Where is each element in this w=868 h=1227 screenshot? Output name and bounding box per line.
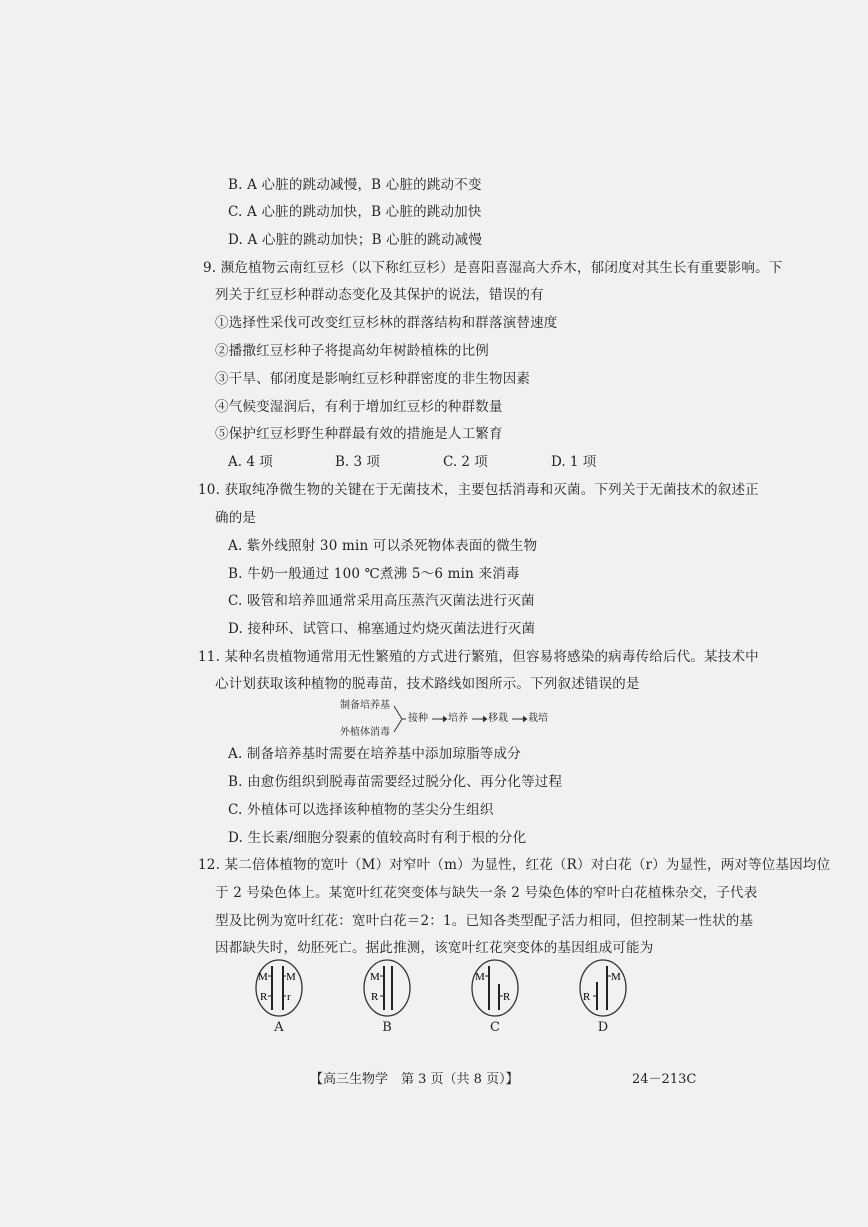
q9-options-row — [228, 453, 648, 471]
q10-option-a: A. 紫外线照射 30 min 可以杀死物体表面的微生物 — [228, 538, 538, 554]
q8-option-b: B. A 心脏的跳动减慢，B 心脏的跳动不变 — [228, 177, 482, 193]
q9-option-d: D. 1 项 — [551, 454, 597, 470]
q10-option-c: C. 吸管和培养皿通常采用高压蒸汽灭菌法进行灭菌 — [228, 593, 535, 609]
gene-b-1: M — [370, 971, 380, 983]
flow-input-medium: 制备培养基 — [340, 700, 390, 711]
cell-a-drawing — [254, 958, 314, 1022]
gene-b-2: R — [371, 991, 379, 1003]
caption-a: A — [274, 1020, 284, 1035]
gene-a-2: M — [286, 971, 296, 983]
q10-stem-line1: 10. 获取纯净微生物的关键在于无菌技术，主要包括消毒和灭菌。下列关于无菌技术的叙述正 — [198, 482, 759, 498]
flow-step-transplant: 移栽 — [488, 713, 508, 724]
q11-stem-line2: 心计划获取该种植物的脱毒苗，技术路线如图所示。下列叙述错误的是 — [215, 676, 640, 692]
gene-d-1: M — [611, 971, 621, 983]
q12-figure-d — [578, 958, 638, 1038]
cell-b-drawing — [362, 958, 422, 1022]
q8-option-c: C. A 心脏的跳动加快，B 心脏的跳动加快 — [228, 204, 482, 220]
cell-d-drawing — [578, 958, 638, 1022]
q10-option-b: B. 牛奶一般通过 100 ℃煮沸 5～6 min 来消毒 — [228, 566, 520, 582]
cell-c-drawing — [470, 958, 530, 1022]
q10-option-d: D. 接种环、试管口、棉塞通过灼烧灭菌法进行灭菌 — [228, 621, 536, 637]
q9-item-5: ⑤保护红豆杉野生种群最有效的措施是人工繁育 — [215, 426, 503, 442]
q9-stem-line1: 9. 濒危植物云南红豆杉（以下称红豆杉）是喜阳喜湿高大乔木，郁闭度对其生长有重要影响。下 — [203, 260, 783, 276]
caption-c: C — [490, 1020, 500, 1035]
q10-stem-line2: 确的是 — [215, 510, 257, 526]
gene-a-1: M — [258, 971, 268, 983]
flow-step-cultivate: 栽培 — [528, 713, 548, 724]
flow-step-inoculate: 接种 — [408, 713, 428, 724]
q11-option-a: A. 制备培养基时需要在培养基中添加琼脂等成分 — [228, 746, 521, 762]
gene-d-2: R — [583, 991, 591, 1003]
gene-c-2: R — [503, 991, 511, 1003]
q9-option-b: B. 3 项 — [335, 454, 380, 470]
gene-c-1: M — [475, 971, 485, 983]
q12-figure-b — [362, 958, 422, 1038]
q11-option-c: C. 外植体可以选择该种植物的茎尖分生组织 — [228, 802, 494, 818]
q11-option-b: B. 由愈伤组织到脱毒苗需要经过脱分化、再分化等过程 — [228, 774, 563, 790]
q12-figure-c — [470, 958, 530, 1038]
flow-input-explant: 外植体消毒 — [340, 727, 390, 738]
q12-stem-line2: 于 2 号染色体上。某宽叶红花突变体与缺失一条 2 号染色体的窄叶白花植株杂交，子代表 — [215, 885, 758, 901]
caption-d: D — [597, 1020, 609, 1035]
q12-stem-line4: 因都缺失时，幼胚死亡。据此推测，该宽叶红花突变体的基因组成可能为 — [215, 940, 654, 956]
page-footer: 【高三生物学 第 3 页（共 8 页）】 — [310, 1072, 519, 1087]
q9-option-c: C. 2 项 — [443, 454, 488, 470]
q11-stem-line1: 11. 某种名贵植物通常用无性繁殖的方式进行繁殖，但容易将感染的病毒传给后代。某技术中 — [198, 649, 759, 665]
q9-item-3: ③干旱、郁闭度是影响红豆杉种群密度的非生物因素 — [215, 371, 531, 387]
q9-option-a: A. 4 项 — [228, 454, 273, 470]
q12-stem-line1: 12. 某二倍体植物的宽叶（M）对窄叶（m）为显性，红花（R）对白花（r）为显性，两对等位基因均位 — [198, 857, 831, 873]
q11-option-d: D. 生长素/细胞分裂素的值较高时有利于根的分化 — [228, 830, 527, 846]
caption-b: B — [382, 1020, 392, 1035]
q8-option-d: D. A 心脏的跳动加快；B 心脏的跳动减慢 — [228, 232, 483, 248]
q12-figure-a — [254, 958, 314, 1038]
q9-stem-line2: 列关于红豆杉种群动态变化及其保护的说法，错误的有 — [215, 287, 544, 303]
q9-item-1: ①选择性采伐可改变红豆杉林的群落结构和群落演替速度 — [215, 315, 558, 331]
exam-code: 24－213C — [632, 1072, 697, 1087]
flow-step-culture: 培养 — [448, 713, 468, 724]
gene-a-3: R — [260, 991, 268, 1003]
q9-item-4: ④气候变湿润后，有利于增加红豆杉的种群数量 — [215, 399, 503, 415]
q11-flow-diagram — [340, 700, 580, 740]
q9-item-2: ②播撒红豆杉种子将提高幼年树龄植株的比例 — [215, 343, 489, 359]
gene-a-4: r — [287, 991, 291, 1003]
q12-stem-line3: 型及比例为宽叶红花：宽叶白花＝2：1。已知各类型配子活力相同，但控制某一性状的基 — [215, 913, 754, 929]
